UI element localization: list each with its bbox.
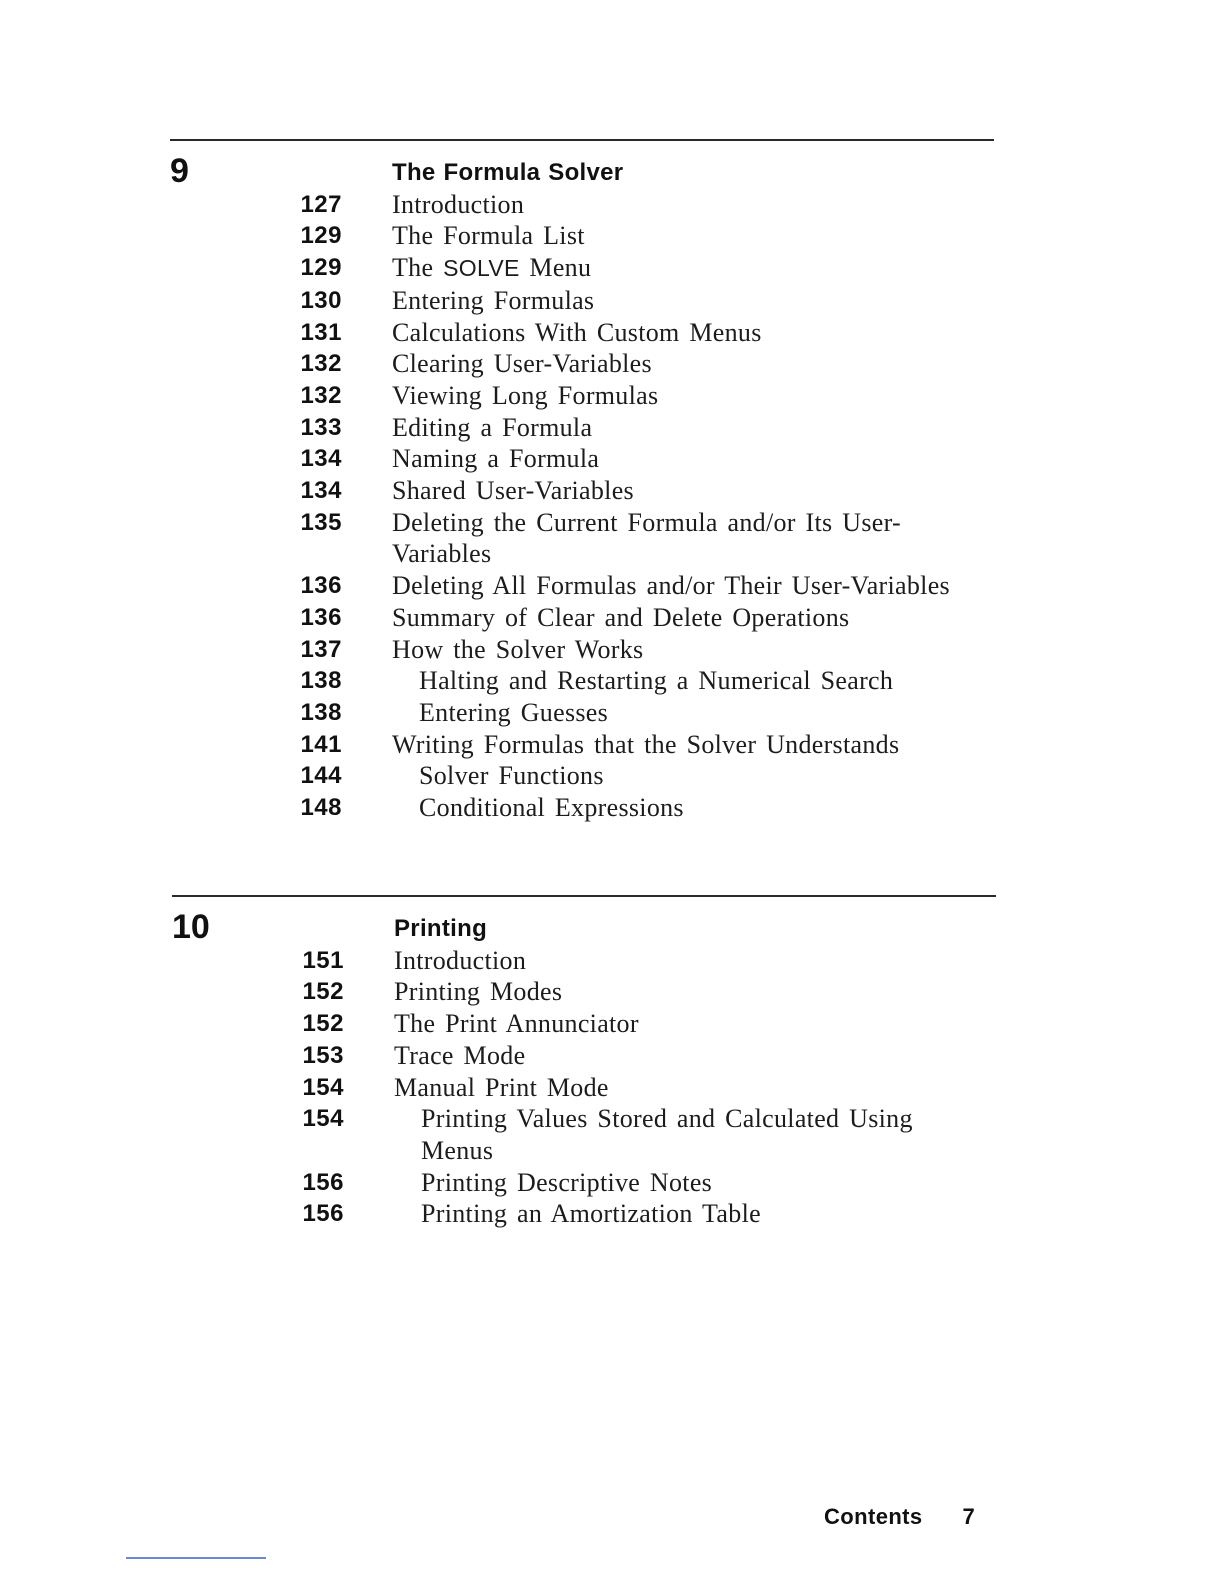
toc-subentry[interactable] [170,792,1010,824]
page-number: 134 [300,445,342,473]
entry-title: The Formula List [392,221,585,251]
toc-entry[interactable] [172,1040,1012,1072]
chapter-divider [170,139,994,141]
entry-title: Summary of Clear and Delete Operations [392,602,850,632]
toc-subentry[interactable] [170,697,1010,729]
page-number: 132 [300,381,342,409]
toc-entry[interactable] [170,348,1010,380]
toc-entry[interactable] [170,380,1010,412]
page-number: 138 [300,667,342,695]
toc-subentry[interactable] [170,665,1010,697]
entry-title: Entering Formulas [392,285,595,315]
toc-entry[interactable] [170,507,1010,570]
entry-title: Conditional Expressions [419,793,684,823]
entry-title: Deleting the Current Formula and/or Its User- Variables [392,507,901,569]
page-number: 129 [300,254,342,282]
solve-key-label: SOLVE [443,255,520,282]
entry-title: Printing an Amortization Table [421,1199,761,1229]
entry-title: Naming a Formula [392,444,600,474]
chapter-divider [172,895,996,897]
entry-title: The SOLVE Menu [392,253,592,283]
page-number: 154 [302,1105,344,1133]
entry-title: Printing Descriptive Notes [421,1167,713,1197]
scan-margin-mark [126,1557,266,1559]
chapter-10-section [172,895,996,1229]
toc-entry[interactable] [170,317,1010,349]
page-number: 152 [302,978,344,1006]
footer-page-number: 7 [962,1504,975,1529]
entry-title: Solver Functions [419,761,604,791]
entry-title: Shared User-Variables [392,476,634,506]
page-number: 156 [302,1200,344,1228]
page-number: 132 [300,350,342,378]
page-number: 156 [302,1168,344,1196]
entry-title: Clearing User-Variables [392,349,652,379]
entry-title: Entering Guesses [419,697,609,727]
entry-title: Deleting All Formulas and/or Their User-Variables [392,571,950,601]
entry-title: Introduction [394,945,527,975]
page-number: 148 [300,794,342,822]
page-number: 130 [300,286,342,314]
page-footer [824,1504,975,1530]
toc-entry[interactable] [172,945,1012,977]
toc-entry[interactable] [170,285,1010,317]
page-number: 144 [300,762,342,790]
chapter-number: 10 [172,908,210,946]
page-number: 138 [300,698,342,726]
toc-entry[interactable] [170,412,1010,444]
page-number: 151 [302,946,344,974]
toc-entry[interactable] [170,220,1010,252]
chapter-title-row [170,157,1010,189]
toc-entry[interactable] [170,189,1010,221]
chapter-title: The Formula Solver [392,159,624,186]
page-number: 137 [300,635,342,663]
page-number: 135 [300,508,342,536]
entry-title: Manual Print Mode [394,1072,609,1102]
entry-title: Printing Values Stored and Calculated Using Menus [421,1104,913,1165]
entry-title: Introduction [392,189,525,219]
toc-entry[interactable] [170,570,1010,602]
toc-entry[interactable] [172,1072,1012,1104]
entry-title: Writing Formulas that the Solver Understands [392,729,900,759]
page-number: 152 [302,1010,344,1038]
entry-title: Printing Modes [394,977,563,1007]
page-number: 154 [302,1073,344,1101]
chapter-title-row [172,913,1012,945]
entry-title: Viewing Long Formulas [392,380,659,410]
chapter-number: 9 [170,152,189,190]
toc-list [170,157,1010,824]
toc-entry[interactable] [170,634,1010,666]
toc-list [172,913,1012,1230]
entry-title: The Print Annunciator [394,1009,639,1039]
page-number: 133 [300,413,342,441]
entry-title: Trace Mode [394,1040,526,1070]
footer-section-label: Contents [824,1504,923,1529]
page-number: 136 [300,603,342,631]
page-number: 141 [300,730,342,758]
toc-subentry[interactable] [172,1103,1012,1166]
toc-subentry[interactable] [170,760,1010,792]
toc-entry[interactable] [170,252,1010,285]
toc-entry[interactable] [170,602,1010,634]
entry-title: Editing a Formula [392,412,593,442]
page-number: 134 [300,477,342,505]
page-number: 131 [300,318,342,346]
entry-title: How the Solver Works [392,634,644,664]
toc-entry[interactable] [170,729,1010,761]
entry-title: Calculations With Custom Menus [392,317,762,347]
toc-entry[interactable] [170,475,1010,507]
page-number: 129 [300,222,342,250]
page-number: 153 [302,1041,344,1069]
toc-entry[interactable] [170,443,1010,475]
toc-entry[interactable] [172,1008,1012,1040]
page-number: 136 [300,572,342,600]
chapter-9-section [170,139,994,823]
page-number: 127 [300,190,342,218]
entry-title: Halting and Restarting a Numerical Search [419,666,894,696]
toc-entry[interactable] [172,976,1012,1008]
toc-subentry[interactable] [172,1167,1012,1199]
toc-subentry[interactable] [172,1198,1012,1230]
chapter-title: Printing [394,915,488,942]
